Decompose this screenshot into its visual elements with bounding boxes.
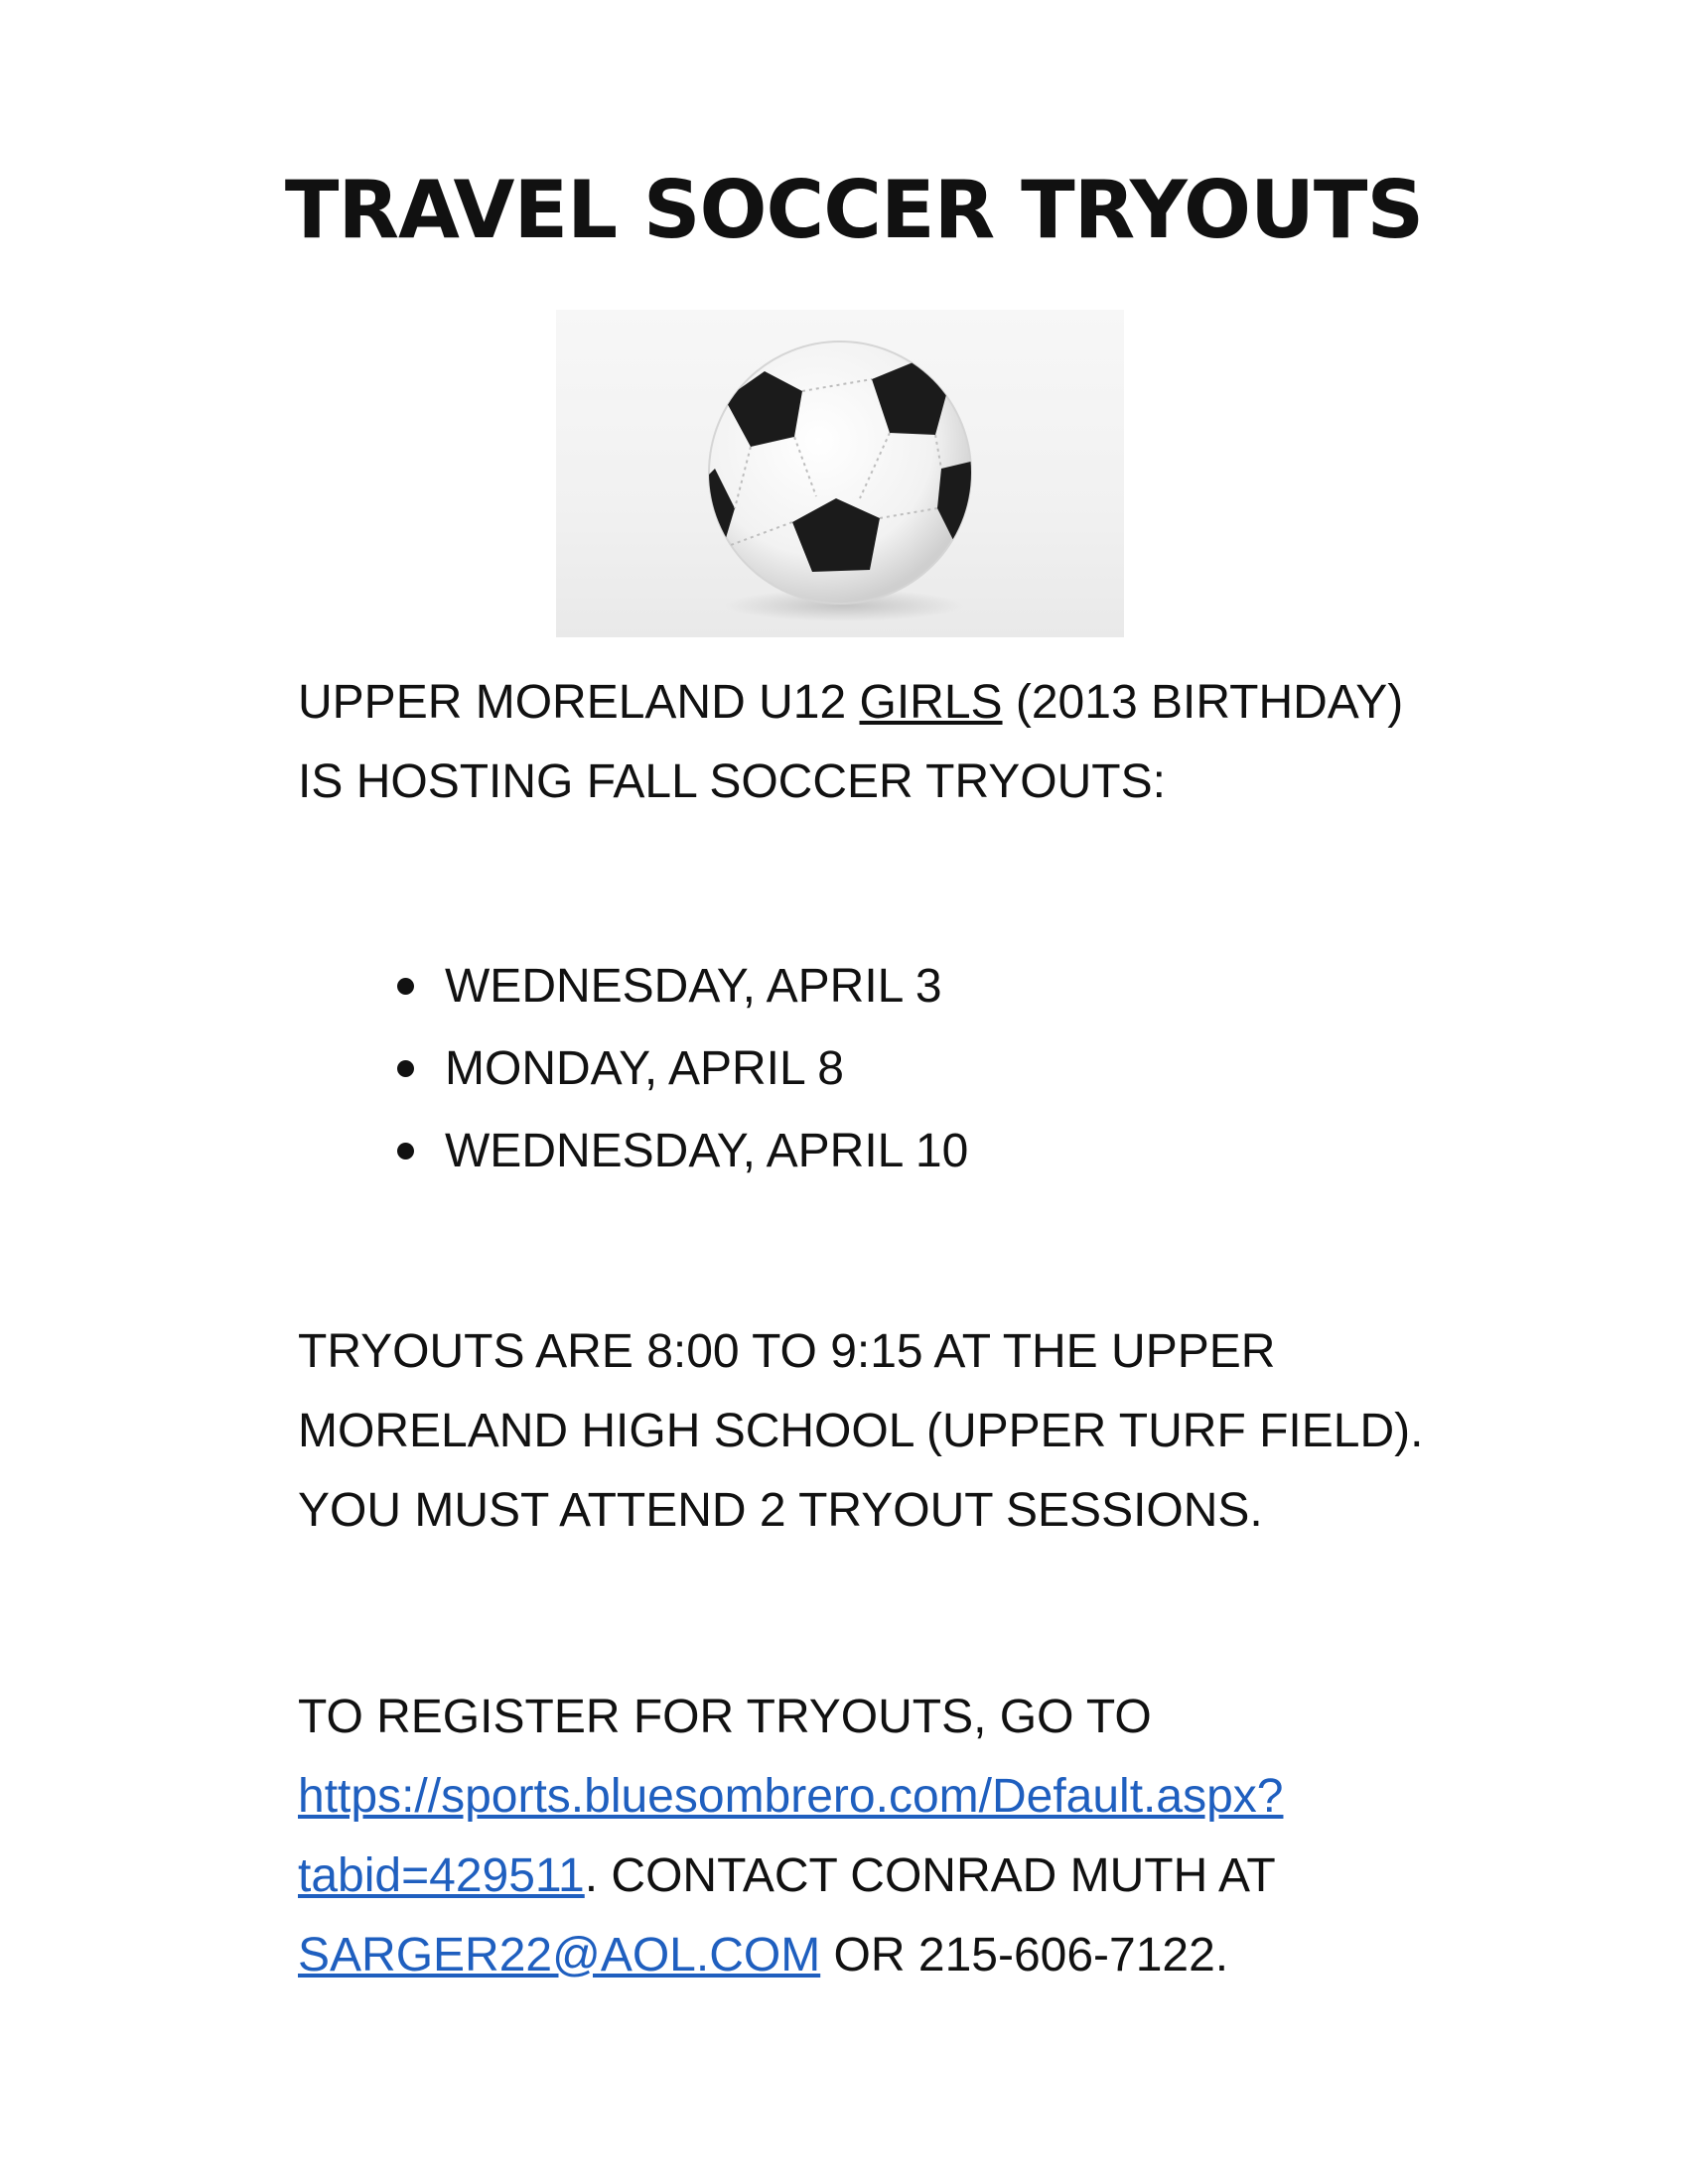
tryout-date: WEDNESDAY, APRIL 10 bbox=[445, 1125, 969, 1177]
tryout-date: WEDNESDAY, APRIL 3 bbox=[445, 960, 942, 1013]
registration-paragraph bbox=[298, 1678, 1489, 1995]
list-item bbox=[397, 1027, 968, 1110]
intro-line-2: IS HOSTING FALL SOCCER TRYOUTS: bbox=[298, 755, 1166, 808]
tryout-info-paragraph bbox=[298, 1312, 1489, 1551]
intro-emphasis: GIRLS bbox=[859, 676, 1003, 729]
email-link[interactable]: SARGER22@AOL.COM bbox=[298, 1929, 821, 1981]
intro-prefix: UPPER MORELAND U12 bbox=[298, 676, 860, 729]
intro-suffix: (2013 BIRTHDAY) bbox=[1002, 676, 1404, 729]
registration-link-part-1[interactable]: https://sports.bluesombrero.com/Default.aspx? bbox=[298, 1770, 1284, 1823]
info-line-1: TRYOUTS ARE 8:00 TO 9:15 AT THE UPPER bbox=[298, 1325, 1276, 1378]
bullet-icon bbox=[397, 978, 414, 995]
bullet-icon bbox=[397, 1143, 414, 1160]
soccer-ball-icon bbox=[556, 310, 1124, 637]
intro-paragraph bbox=[298, 663, 1489, 822]
phone-text: OR 215-606-7122. bbox=[820, 1929, 1229, 1981]
soccer-ball-image bbox=[556, 310, 1124, 637]
tryout-date: MONDAY, APRIL 8 bbox=[445, 1042, 844, 1095]
register-line-1: TO REGISTER FOR TRYOUTS, GO TO bbox=[298, 1691, 1152, 1743]
info-line-3: YOU MUST ATTEND 2 TRYOUT SESSIONS. bbox=[298, 1484, 1263, 1537]
page-title: TRAVEL SOCCER TRYOUTS bbox=[284, 164, 1424, 256]
list-item bbox=[397, 1110, 968, 1192]
info-line-2: MORELAND HIGH SCHOOL (UPPER TURF FIELD). bbox=[298, 1405, 1424, 1457]
registration-link-part-2[interactable]: tabid=429511 bbox=[298, 1849, 585, 1902]
tryout-dates-list bbox=[397, 945, 968, 1192]
contact-text: . CONTACT CONRAD MUTH AT bbox=[584, 1849, 1276, 1902]
list-item bbox=[397, 945, 968, 1027]
bullet-icon bbox=[397, 1060, 414, 1077]
